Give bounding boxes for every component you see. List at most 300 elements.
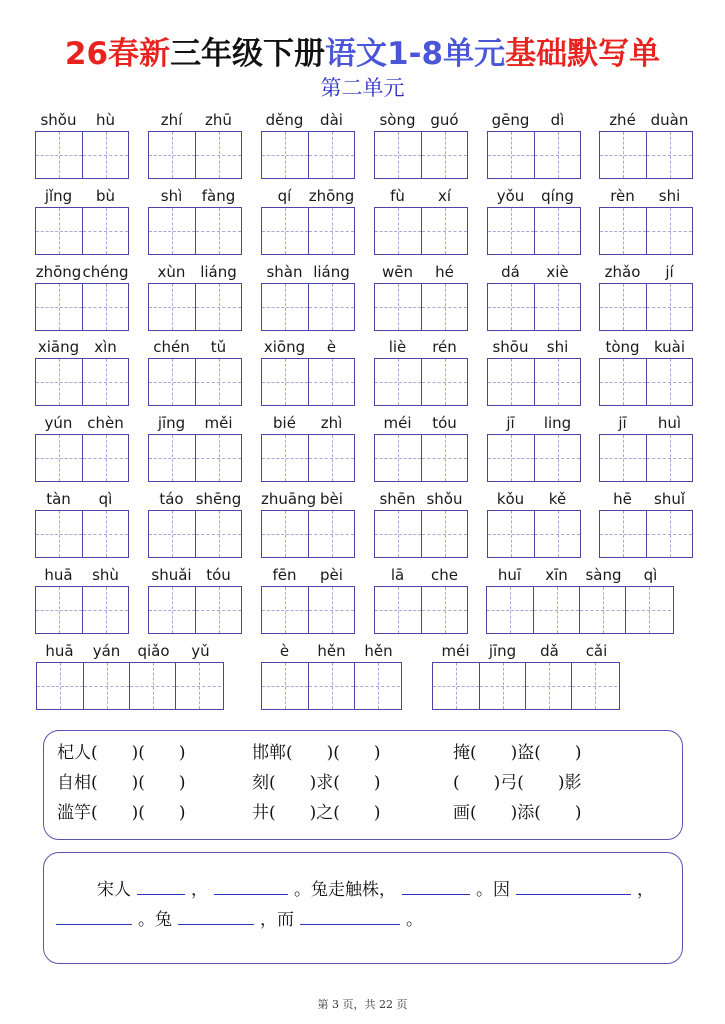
pinyin-label: yún [44,414,73,432]
pinyin-row [261,413,355,433]
word-writing-group [261,262,355,331]
writing-cell[interactable] [421,132,467,178]
pinyin-label: è [279,642,290,660]
pinyin-label: fēn [272,566,297,584]
writing-cell[interactable] [534,132,580,178]
writing-cell[interactable] [646,284,692,330]
pinyin-label: jī [618,414,627,432]
writing-cell[interactable] [600,132,646,178]
pinyin-label: tóu [206,566,231,584]
writing-cell[interactable] [571,663,617,709]
pinyin-label: shēng [195,490,242,508]
writing-cell[interactable] [421,359,467,405]
writing-cell[interactable] [175,663,221,709]
word-writing-group [261,641,402,710]
tianzige-cells [261,586,355,634]
story-blank[interactable] [137,876,185,895]
writing-cell[interactable] [308,663,354,709]
writing-cell[interactable] [195,132,241,178]
pinyin-label: ling [543,414,572,432]
writing-cell[interactable] [488,132,534,178]
idiom-item[interactable]: 自相( )( ) [57,773,186,793]
pinyin-label: děng [265,111,304,129]
writing-cell[interactable] [534,435,580,481]
pinyin-label: sòng [379,111,416,129]
writing-cell[interactable] [487,587,533,633]
story-line-1 [97,875,654,900]
writing-cell[interactable] [195,587,241,633]
tianzige-cells [374,510,468,558]
pinyin-label: jīng [157,414,186,432]
writing-cell[interactable] [600,284,646,330]
tianzige-cells [487,358,581,406]
pinyin-label: shōu [492,338,529,356]
writing-cell[interactable] [82,511,128,557]
pinyin-label: bèi [320,490,343,508]
writing-cell[interactable] [375,511,421,557]
word-writing-group [35,110,129,179]
word-writing-group [599,186,693,255]
pinyin-label: shù [92,566,119,584]
pinyin-label: dì [550,111,565,129]
writing-cell[interactable] [433,663,479,709]
writing-cell[interactable] [83,663,129,709]
writing-cell[interactable] [600,359,646,405]
writing-cell[interactable] [262,359,308,405]
tianzige-cells [374,358,468,406]
writing-cell[interactable] [625,587,671,633]
pinyin-label: zhōng [35,263,82,281]
writing-cell[interactable] [195,284,241,330]
pinyin-label: guó [430,111,459,129]
pinyin-label: zhuāng [261,490,317,508]
writing-cell[interactable] [262,663,308,709]
story-text: ， [637,880,654,900]
pinyin-row [486,565,674,585]
pinyin-label: shǒu [426,490,463,508]
pinyin-row [35,413,129,433]
writing-cell[interactable] [82,208,128,254]
idiom-item[interactable]: 邯郸( )( ) [252,743,381,763]
story-blank[interactable] [516,876,631,895]
word-writing-group [374,110,468,179]
tianzige-cells [374,207,468,255]
word-writing-group [599,337,693,406]
pinyin-label: jīng [488,642,517,660]
pinyin-row [35,337,129,357]
writing-cell[interactable] [129,663,175,709]
tianzige-cells [261,207,355,255]
pinyin-label: pèi [320,566,343,584]
writing-cell[interactable] [375,132,421,178]
pinyin-label: jí [665,263,674,281]
pinyin-label: hù [95,111,115,129]
pinyin-row [374,110,468,130]
idiom-item[interactable]: 井( )之( ) [252,803,381,823]
pinyin-label: tǔ [210,338,227,356]
writing-cell[interactable] [646,208,692,254]
tianzige-cells [374,586,468,634]
tianzige-cells [487,510,581,558]
writing-cell[interactable] [308,284,354,330]
pinyin-row [148,489,242,509]
writing-cell[interactable] [646,132,692,178]
pinyin-row [487,413,581,433]
writing-cell[interactable] [82,359,128,405]
pinyin-label: xiōng [263,338,306,356]
writing-cell[interactable] [354,663,400,709]
tianzige-cells [487,207,581,255]
pinyin-label: huì [657,414,682,432]
tianzige-cells [148,283,242,331]
writing-cell[interactable] [262,284,308,330]
story-text: ，而 [260,910,294,930]
story-line-2 [50,905,423,930]
word-writing-group [35,337,129,406]
pinyin-label: táo [159,490,184,508]
writing-cell[interactable] [195,359,241,405]
story-blank[interactable] [214,876,288,895]
writing-cell[interactable] [421,435,467,481]
tianzige-cells [35,510,129,558]
pinyin-row [148,262,242,282]
tianzige-cells [374,131,468,179]
story-text: ， [191,880,208,900]
pinyin-label: zhé [609,111,636,129]
writing-cell[interactable] [375,284,421,330]
tianzige-cells [35,358,129,406]
writing-cell[interactable] [149,511,195,557]
pinyin-label: chèn [87,414,124,432]
pinyin-label: wēn [381,263,413,281]
pinyin-row [35,565,129,585]
pinyin-row [374,262,468,282]
word-writing-group [599,110,693,179]
word-writing-group [36,641,224,710]
pinyin-label: hěn [317,642,346,660]
writing-cell[interactable] [600,435,646,481]
writing-cell[interactable] [36,435,82,481]
writing-cell[interactable] [262,208,308,254]
pinyin-label: shi [546,338,569,356]
pinyin-row [599,337,693,357]
pinyin-row [487,337,581,357]
word-writing-group [261,413,355,482]
pinyin-row [261,110,355,130]
pinyin-label: zhū [205,111,232,129]
idiom-item[interactable]: 杞人( )( ) [57,743,186,763]
pinyin-label: kě [548,490,567,508]
pinyin-label: cǎi [585,642,608,660]
pinyin-label: kuài [653,338,686,356]
word-writing-group [261,337,355,406]
word-writing-group [374,262,468,331]
writing-cell[interactable] [262,587,308,633]
idiom-item[interactable]: 掩( )盗( ) [453,743,582,763]
writing-cell[interactable] [37,663,83,709]
writing-cell[interactable] [82,284,128,330]
writing-cell[interactable] [600,208,646,254]
writing-cell[interactable] [308,208,354,254]
tianzige-cells [261,434,355,482]
word-writing-group [374,337,468,406]
writing-cell[interactable] [646,435,692,481]
pinyin-label: huā [45,642,74,660]
writing-cell[interactable] [375,435,421,481]
word-writing-group [486,565,674,634]
writing-cell[interactable] [36,132,82,178]
word-writing-group [261,565,355,634]
tianzige-cells [487,434,581,482]
pinyin-label: dài [320,111,343,129]
writing-cell[interactable] [149,587,195,633]
story-blank[interactable] [402,876,470,895]
writing-cell[interactable] [149,208,195,254]
pinyin-row [148,337,242,357]
tianzige-cells [35,586,129,634]
writing-cell[interactable] [533,587,579,633]
writing-cell[interactable] [525,663,571,709]
story-blank[interactable] [178,906,254,925]
pinyin-label: chéng [82,263,129,281]
idiom-item[interactable]: ( )弓( )影 [453,773,582,793]
writing-cell[interactable] [308,435,354,481]
pinyin-row [374,413,468,433]
pinyin-label: hěn [364,642,393,660]
idiom-item[interactable]: 滥竽( )( ) [57,803,186,823]
word-writing-group [599,413,693,482]
writing-cell[interactable] [149,132,195,178]
writing-cell[interactable] [308,359,354,405]
writing-cell[interactable] [421,587,467,633]
writing-cell[interactable] [600,511,646,557]
writing-cell[interactable] [488,511,534,557]
writing-cell[interactable] [36,511,82,557]
pinyin-label: huā [44,566,73,584]
pinyin-label: qiǎo [137,642,170,660]
writing-cell[interactable] [646,359,692,405]
writing-cell[interactable] [262,435,308,481]
pinyin-label: shàn [266,263,303,281]
pinyin-label: hē [613,490,632,508]
writing-cell[interactable] [36,587,82,633]
unit-subtitle: 第二单元 [320,76,405,100]
word-writing-group [599,489,693,558]
pinyin-label: è [326,338,337,356]
word-writing-group [487,337,581,406]
tianzige-cells [599,358,693,406]
pinyin-label: méi [383,414,412,432]
pinyin-label: fàng [201,187,236,205]
writing-cell[interactable] [149,359,195,405]
pinyin-label: shuǎi [151,566,192,584]
word-writing-group [261,110,355,179]
writing-cell[interactable] [579,587,625,633]
pinyin-row [599,186,693,206]
word-writing-group [374,186,468,255]
pinyin-label: shuǐ [654,490,685,508]
pinyin-label: chén [153,338,190,356]
writing-cell[interactable] [646,511,692,557]
title-part: 语文1-8单元 [325,36,506,72]
word-writing-group [487,413,581,482]
pinyin-label: tòng [605,338,640,356]
writing-cell[interactable] [534,359,580,405]
pinyin-label: fù [390,187,405,205]
pinyin-label: xiāng [37,338,80,356]
pinyin-label: shi [658,187,681,205]
pinyin-row [374,565,468,585]
writing-cell[interactable] [375,359,421,405]
word-writing-group [374,489,468,558]
tianzige-cells [374,434,468,482]
idiom-item[interactable]: 画( )添( ) [453,803,582,823]
idiom-item[interactable]: 刻( )求( ) [252,773,381,793]
writing-cell[interactable] [534,511,580,557]
writing-cell[interactable] [36,284,82,330]
pinyin-label: rèn [610,187,635,205]
pinyin-label: xiè [546,263,569,281]
pinyin-label: liè [388,338,407,356]
writing-cell[interactable] [36,359,82,405]
tianzige-cells [148,586,242,634]
worksheet-title [0,28,725,73]
pinyin-label: hé [435,263,454,281]
word-writing-group [148,489,242,558]
pinyin-label: rén [432,338,457,356]
pinyin-label: xùn [157,263,186,281]
tianzige-cells [261,358,355,406]
tianzige-cells [36,662,224,710]
writing-cell[interactable] [488,359,534,405]
writing-cell[interactable] [488,208,534,254]
story-text: 宋人 [97,880,131,900]
writing-cell[interactable] [488,284,534,330]
pinyin-label: sàng [585,566,622,584]
tianzige-cells [599,283,693,331]
word-writing-group [374,565,468,634]
writing-cell[interactable] [82,435,128,481]
writing-cell[interactable] [195,435,241,481]
pinyin-row [35,110,129,130]
pinyin-label: zhí [160,111,183,129]
tianzige-cells [487,283,581,331]
pinyin-label: xīn [545,566,568,584]
pinyin-label: yǔ [191,642,210,660]
pinyin-label: jǐng [44,187,73,205]
story-blank[interactable] [56,906,132,925]
writing-cell[interactable] [375,587,421,633]
tianzige-cells [599,510,693,558]
writing-cell[interactable] [262,132,308,178]
pinyin-row [148,565,242,585]
writing-cell[interactable] [479,663,525,709]
word-writing-group [432,641,620,710]
writing-cell[interactable] [149,435,195,481]
pinyin-label: lā [390,566,405,584]
word-writing-group [35,262,129,331]
tianzige-cells [35,131,129,179]
story-text: 。因 [476,880,510,900]
pinyin-label: qì [643,566,658,584]
pinyin-label: huī [497,566,522,584]
pinyin-label: shì [160,187,183,205]
writing-cell[interactable] [375,208,421,254]
tianzige-cells [261,283,355,331]
writing-cell[interactable] [308,132,354,178]
writing-cell[interactable] [421,284,467,330]
pinyin-row [148,186,242,206]
tianzige-cells [148,358,242,406]
title-part: 26春新 [64,36,171,72]
tianzige-cells [374,283,468,331]
pinyin-label: zhǎo [604,263,641,281]
pinyin-label: qì [98,490,113,508]
pinyin-row [487,489,581,509]
word-writing-group [148,110,242,179]
title-part: 三年级下册 [170,36,326,72]
tianzige-cells [148,510,242,558]
word-writing-group [261,186,355,255]
pinyin-row [261,262,355,282]
pinyin-row [261,641,402,661]
writing-cell[interactable] [421,511,467,557]
story-blank[interactable] [300,906,400,925]
word-writing-group [599,262,693,331]
pinyin-label: qíng [541,187,574,205]
pinyin-label: kǒu [496,490,525,508]
writing-cell[interactable] [308,587,354,633]
writing-cell[interactable] [308,511,354,557]
word-writing-group [261,489,355,558]
tianzige-cells [599,207,693,255]
pinyin-label: yǒu [496,187,525,205]
tianzige-cells [432,662,620,710]
writing-cell[interactable] [195,208,241,254]
story-text: 。 [406,910,423,930]
writing-cell[interactable] [534,284,580,330]
tianzige-cells [148,131,242,179]
word-writing-group [487,489,581,558]
pinyin-label: jī [506,414,515,432]
writing-cell[interactable] [195,511,241,557]
writing-cell[interactable] [421,208,467,254]
tianzige-cells [35,434,129,482]
writing-cell[interactable] [262,511,308,557]
writing-cell[interactable] [488,435,534,481]
pinyin-row [261,489,355,509]
writing-cell[interactable] [534,208,580,254]
word-writing-group [35,489,129,558]
tianzige-cells [599,434,693,482]
writing-cell[interactable] [82,587,128,633]
writing-cell[interactable] [36,208,82,254]
pinyin-row [374,489,468,509]
writing-cell[interactable] [82,132,128,178]
pinyin-row [599,110,693,130]
pinyin-label: yán [92,642,121,660]
word-writing-group [35,565,129,634]
tianzige-cells [487,131,581,179]
pinyin-row [487,186,581,206]
pinyin-row [599,262,693,282]
pinyin-row [599,489,693,509]
word-writing-group [374,413,468,482]
tianzige-cells [148,207,242,255]
word-writing-group [148,186,242,255]
writing-cell[interactable] [149,284,195,330]
tianzige-cells [486,586,674,634]
